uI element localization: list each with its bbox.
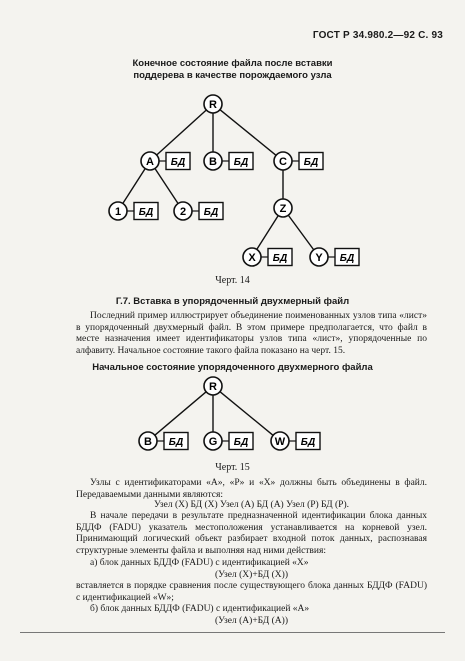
svg-text:B: B [144,436,152,448]
figure15-bd-box-W [296,433,320,450]
svg-text:Z: Z [279,203,287,215]
item-b [76,604,427,616]
svg-text:2: 2 [179,206,187,218]
svg-text:R: R [209,99,217,111]
svg-text:БД: БД [272,253,288,264]
item-a-text: а) блок данных БДДФ (FADU) с идентификацией «X» [90,558,309,568]
figure15-edge-R-B [155,392,206,435]
figure15-node-R [204,377,222,395]
paragraph-2-text: Узлы с идентификаторами «A», «P» и «X» должны быть объединены в файл. Передаваемыми данными являются: [76,478,427,500]
paragraph-3 [76,511,427,557]
svg-text:БД: БД [233,157,249,168]
svg-text:Y: Y [315,252,323,264]
item-a [76,558,427,570]
paragraph-3-text: В начале передачи в результате предназначенной идентификации блока данных БДДФ (FADU) указатель местоположения устанавливается на корневой узел. Принимающий логический объект разбирает входной поток данных, распознавая структурные элементы файла и выполняя над ними действия: [76,511,427,556]
svg-text:C: C [279,156,287,168]
figure15-node-B [139,432,157,450]
figure14-title-line2: поддерева в качестве порождаемого узла [133,70,332,81]
svg-text:БД: БД [203,207,219,218]
item-a-expr: (Узел (X)+БД (X)) [215,570,288,580]
svg-text:B: B [209,156,217,168]
svg-text:X: X [248,252,256,264]
item-b-text: б) блок данных БДДФ (FADU) с идентификацией «A» [90,604,310,614]
svg-text:БД: БД [233,437,249,448]
figure14-caption: Черт. 14 [215,275,250,286]
paragraph-1-text: Последний пример иллюстрирует объединение поименованных узлов типа «лист» в упорядоченный двухмерный файл. В этом примере предполагается, что файл в месте назначения имеет идентификаторы узлов типа «лист», упорядоченные по алфавиту. Начальное состояние такого файла показано на черт. 15. [76,311,427,356]
svg-text:БД: БД [300,437,316,448]
svg-text:R: R [209,381,217,393]
svg-text:1: 1 [114,206,122,218]
figure15-node-W [271,432,289,450]
svg-text:БД: БД [339,253,355,264]
svg-text:A: A [146,156,154,168]
figure15-node-G [204,432,222,450]
page-header: ГОСТ Р 34.980.2—92 С. 93 [312,30,443,41]
svg-text:G: G [208,436,218,448]
svg-text:БД: БД [168,437,184,448]
figure15-caption: Черт. 15 [215,462,250,473]
paragraph-2 [76,478,427,501]
figure15-title: Начальное состояние упорядоченного двухмерного файла [92,362,373,373]
item-b-expr: (Узел (A)+БД (A)) [215,616,288,626]
footer-rule [20,632,445,634]
figure15-bd-box-B [164,433,188,450]
svg-text:W: W [274,436,286,448]
svg-text:БД: БД [138,207,154,218]
paragraph-4: вставляется в порядке сравнения после существующего блока данных БДДФ (FADU) с идентификацией «W»; [76,581,427,603]
section-heading: Г.7. Вставка в упорядоченный двухмерный файл [115,296,350,307]
figure14-title-line1: Конечное состояние файла после вставки [132,58,333,69]
svg-text:БД: БД [170,157,186,168]
svg-text:БД: БД [303,157,319,168]
figure15-edge-R-W [220,392,273,436]
transfer-data: Узел (X) БД (X) Узел (A) БД (A) Узел (P) БД (P). [154,500,349,510]
figure15-bd-box-G [229,433,253,450]
